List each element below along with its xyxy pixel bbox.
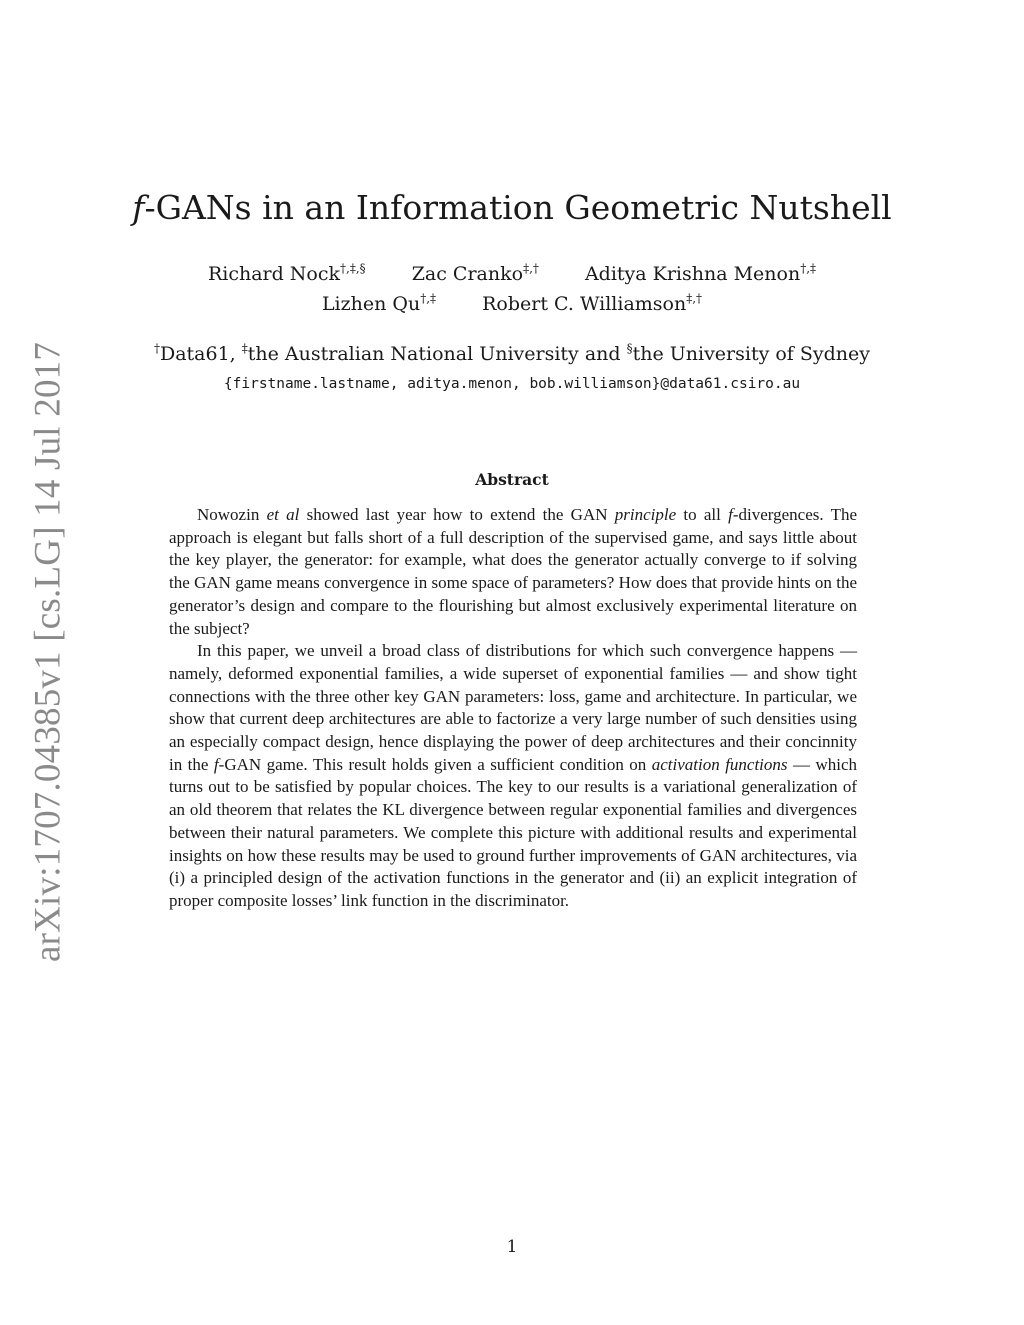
author-name: Zac Cranko [411,263,524,285]
author-name: Robert C. Williamson [482,293,687,315]
abstract-emphasis: activation functions [651,754,788,774]
author-name: Richard Nock [207,263,341,285]
affiliation-text: Data61, [159,343,242,365]
abstract-text: to all [676,505,729,524]
author-emails: {firstname.lastname, aditya.menon, bob.williamson}@data61.csiro.au [223,376,801,392]
author [412,261,539,287]
abstract-emphasis: et al [266,505,300,524]
abstract-text: -divergences. The approach is elegant but falls short of a full description of the supervised game, and says little about the key player, the generator: for example, what does the generator actually converge to if solving the GAN game means convergence in some space of parameters? How does that provide hints on the generator’s design and compare to the flourishing but almost exclusively experimental literature on the subject? [169,505,857,638]
abstract-paragraph [169,504,857,640]
affiliations [0,341,1024,367]
author-affiliation-marks: ‡,† [523,261,539,276]
page-number: 1 [506,1237,518,1257]
author-affiliation-marks: †,‡ [800,261,817,276]
author [322,291,436,317]
arxiv-side-stamp: arXiv:1707.04385v1 [cs.LG] 14 Jul 2017 [27,341,69,963]
paper-title [0,186,1024,230]
abstract-text: showed last year how to extend the GAN [299,505,615,524]
abstract-body [169,504,857,913]
author-name: Lizhen Qu [321,293,421,315]
abstract-emphasis: principle [614,505,677,524]
affiliation-text: the Australian National University and [247,343,627,365]
abstract-math-f: f [213,754,219,774]
affiliation-text: the University of Sydney [632,343,871,365]
affiliation-mark: § [626,341,633,356]
authors-row-2 [0,291,1024,317]
author [585,261,816,287]
authors-row-1 [0,261,1024,287]
abstract-heading: Abstract [475,470,549,489]
author-name: Aditya Krishna Menon [584,263,801,285]
abstract-math-f: f [728,505,733,524]
author [208,261,366,287]
abstract-text: In this paper, we unveil a broad class of distributions for which such convergence happens — namely, deformed exponential families, a wide superset of exponential families — and show tight connections with the three other key GAN parameters: loss, game and architecture. In particular, we show that current deep architectures are able to factorize a very large number of such densities using an especially compact design, hence displaying the power of deep architectures and their concinnity in the [169,641,857,774]
affiliation-mark: ‡ [241,341,248,356]
author-affiliation-marks: ‡,† [686,291,703,306]
author-affiliation-marks: †,‡,§ [340,261,366,276]
author-affiliation-marks: †,‡ [420,291,437,306]
author [482,291,702,317]
affiliation-mark: † [153,341,160,356]
title-text: -GANs in an Information Geometric Nutshell [144,188,892,227]
abstract-text: — which turns out to be satisfied by popular choices. The key to our results is a variational generalization of an old theorem that relates the KL divergence between regular exponential families and divergences between their natural parameters. We complete this picture with additional results and experimental insights on how these results may be used to ground further improvements of GAN architectures, via (i) a principled design of the activation functions in the generator and (ii) an explicit integration of proper composite losses’ link function in the discriminator. [169,754,857,910]
abstract-paragraph [169,640,857,912]
abstract-text: Nowozin [197,505,267,524]
abstract-text: -GAN game. This result holds given a sufficient condition on [218,754,652,774]
title-f-symbol: f [132,188,145,227]
